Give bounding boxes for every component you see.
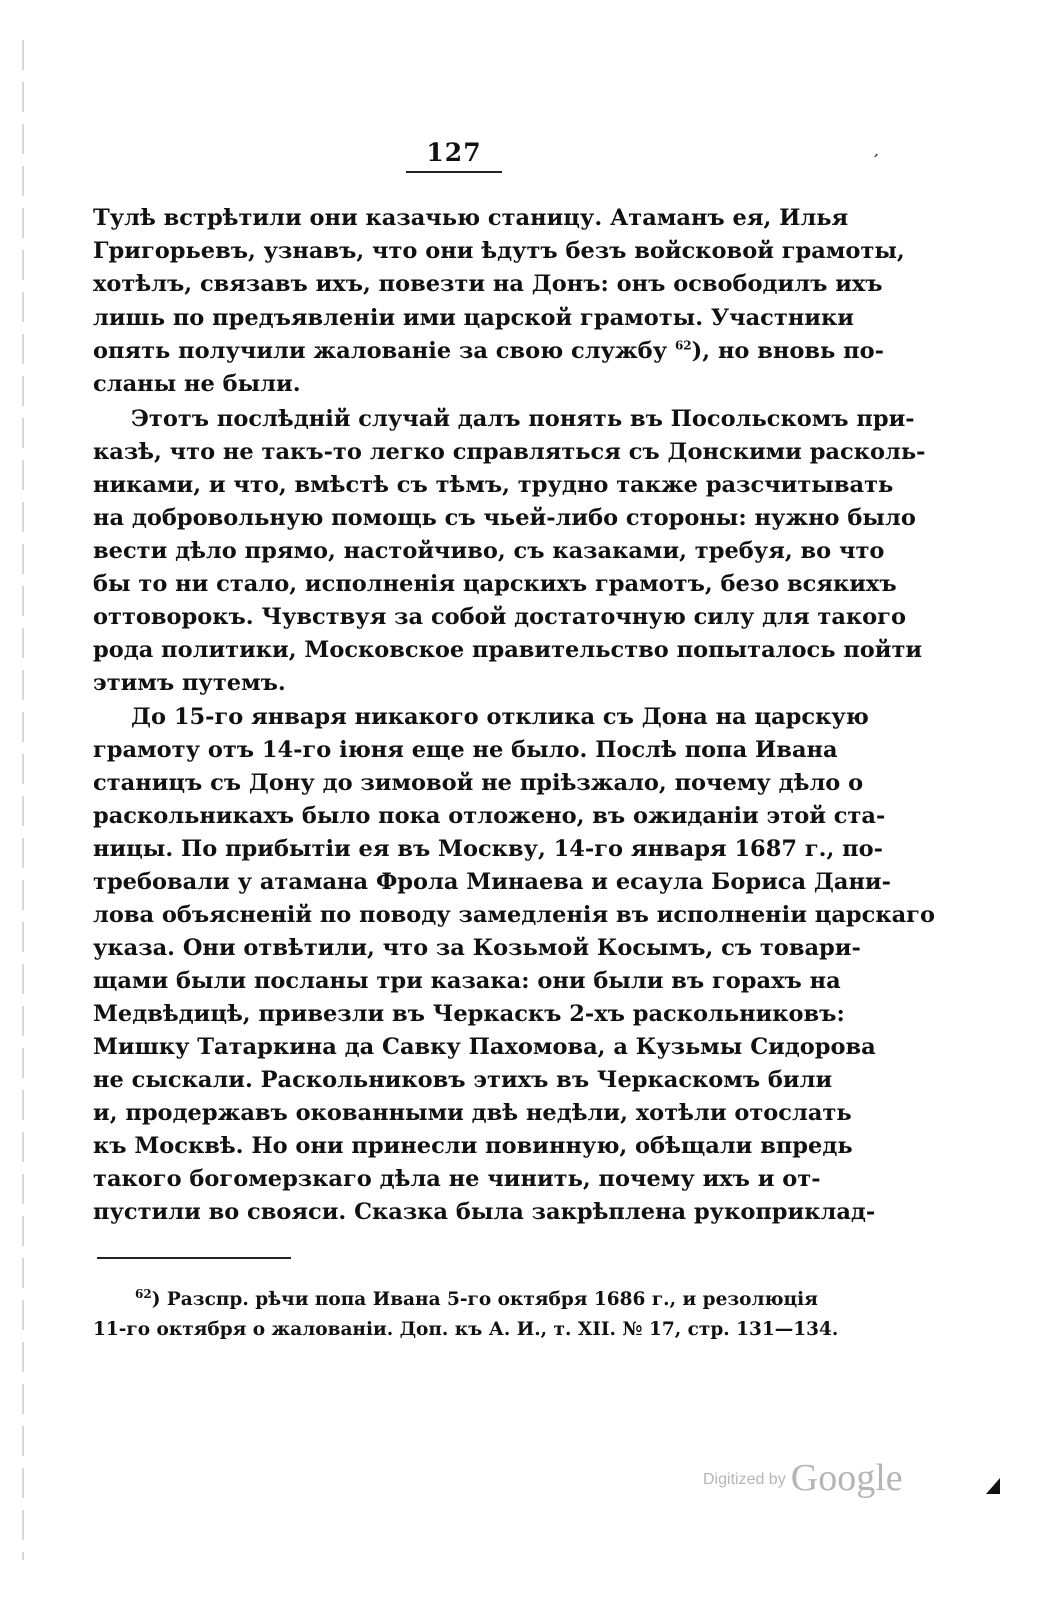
body-line: сланы не были. <box>93 371 301 397</box>
body-line: грамоту отъ 14-го іюня еще не было. Послѣ попа Ивана <box>93 737 838 763</box>
body-line: Тулѣ встрѣтили они казачью станицу. Атаманъ ея, Илья <box>93 205 849 231</box>
body-line: оттоворокъ. Чувствуя за собой достаточную силу для такого <box>93 604 906 630</box>
page-header <box>404 138 504 173</box>
corner-arrow-icon <box>986 1478 1000 1494</box>
body-line: къ Москвѣ. Но они принесли повинную, обѣщали впредь <box>93 1133 853 1159</box>
body-line-text: опять получили жалованіе за свою службу <box>93 338 668 364</box>
body-line: Медвѣдицѣ, привезли въ Черкаскъ 2-хъ раскольниковъ: <box>93 1001 845 1027</box>
body-line: казѣ, что не такъ-то легко справляться съ Донскими расколь- <box>93 439 926 465</box>
google-logo: Google <box>790 1457 903 1499</box>
body-line-tail: ), но вновь по- <box>691 338 884 364</box>
body-line: До 15-го января никакого отклика съ Дона на царскую <box>131 704 869 730</box>
body-line: Этотъ послѣдній случай далъ понять въ Посольскомъ при- <box>131 406 915 432</box>
body-line: указа. Они отвѣтили, что за Козьмой Косымъ, съ товари- <box>93 935 861 961</box>
body-line: щами были посланы три казака: они были въ горахъ на <box>93 968 841 994</box>
body-line: такого богомерзкаго дѣла не чинить, почему ихъ и от- <box>93 1166 821 1192</box>
watermark-prefix: Digitized by <box>703 1471 786 1488</box>
body-line <box>93 335 884 368</box>
body-line: на добровольную помощь съ чьей-либо стороны: нужно было <box>93 505 916 531</box>
footnote-ref: 62 <box>674 338 692 353</box>
body-line: не сыскали. Раскольниковъ этихъ въ Черкаскомъ били <box>93 1067 833 1093</box>
footnote-line: 11-го октября о жалованіи. Доп. къ А. И., т. XII. № 17, стр. 131—134. <box>93 1319 839 1340</box>
footnote-line <box>135 1286 817 1314</box>
page-number-rule <box>406 171 502 173</box>
body-line: рода политики, Московское правительство попыталось пойти <box>93 637 923 663</box>
page-number: 127 <box>426 138 482 167</box>
body-line: этимъ путемъ. <box>93 670 286 696</box>
body-line: бы то ни стало, исполненія царскихъ грамотъ, безо всякихъ <box>93 571 897 597</box>
corner-mark: ’ <box>868 149 881 170</box>
body-line: хотѣлъ, связавъ ихъ, повезти на Донъ: онъ освободилъ ихъ <box>93 271 883 297</box>
body-line: ницы. По прибытіи ея въ Москву, 14-го января 1687 г., по- <box>93 836 883 862</box>
body-line: Григорьевъ, узнавъ, что они ѣдутъ безъ войсковой грамоты, <box>93 238 905 264</box>
body-line: вести дѣло прямо, настойчиво, съ казаками, требуя, во что <box>93 538 885 564</box>
body-line: и, продержавъ окованными двѣ недѣли, хотѣли отослать <box>93 1100 852 1126</box>
body-line: никами, и что, вмѣстѣ съ тѣмъ, трудно также разсчитывать <box>93 472 894 498</box>
body-line: требовали у атамана Фрола Минаева и есаула Бориса Дани- <box>93 869 891 895</box>
body-line: лова объясненій по поводу замедленія въ исполненіи царскаго <box>93 902 935 928</box>
body-line: раскольникахъ было пока отложено, въ ожиданіи этой ста- <box>93 803 886 829</box>
footnote-number: 62 <box>135 1286 152 1301</box>
scan-edge <box>22 40 24 1560</box>
body-line: пустили во свояси. Сказка была закрѣплена рукоприклад- <box>93 1199 876 1225</box>
body-line: лишь по предъявленіи ими царской грамоты. Участники <box>93 305 854 331</box>
footnote-text: ) Разспр. рѣчи попа Ивана 5-го октября 1686 г., и резолюція <box>151 1289 818 1310</box>
footnote-rule <box>97 1257 291 1259</box>
body-line: Мишку Татаркина да Савку Пахомова, а Кузьмы Сидорова <box>93 1034 876 1060</box>
digitized-by-google-watermark <box>703 1456 903 1500</box>
body-line: станицъ съ Дону до зимовой не пріѣзжало, почему дѣло о <box>93 770 864 796</box>
